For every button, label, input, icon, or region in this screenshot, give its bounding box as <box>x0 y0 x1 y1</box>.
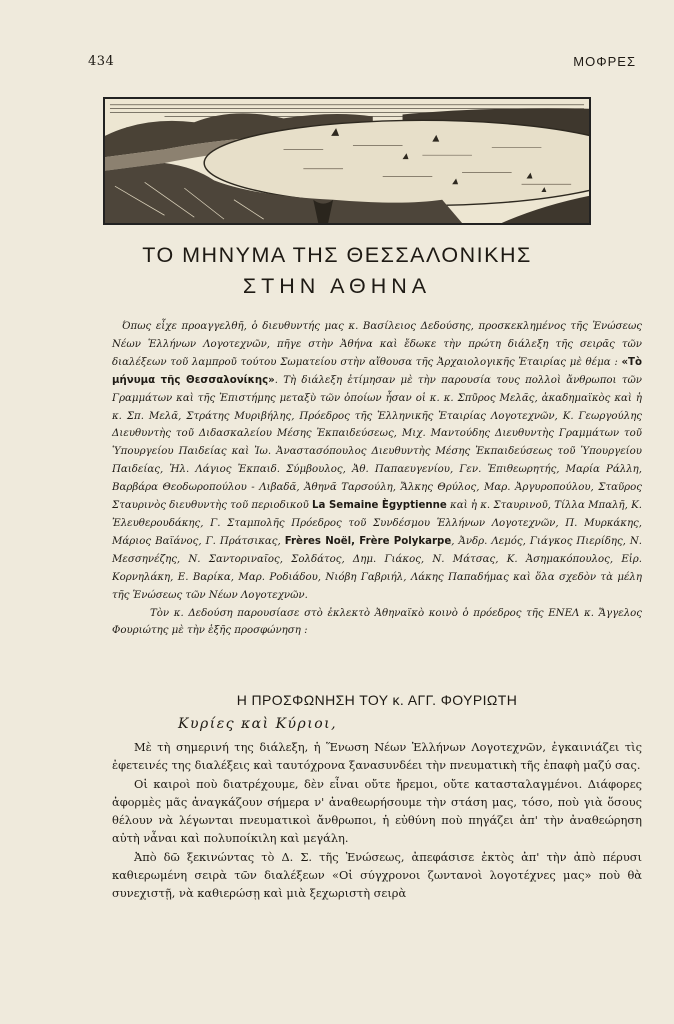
engraving-drawing <box>105 99 589 223</box>
freres-names: Frères Noël, Frère Polykarpe <box>284 535 452 547</box>
bay-landscape-engraving-icon <box>103 97 591 225</box>
address-salutation: Κυρίες καὶ Κύριοι, <box>178 716 338 732</box>
article-title-line-2: ΣΤΗΝ ΑΘΗΝΑ <box>242 274 432 298</box>
report-text-c: καὶ ἡ κ. Σταυρινοῦ, Τίλλα Μπαλῆ, Κ. Ἐλευθερουδάκης, Γ. Σταμπολῆς Πρόεδρος τοῦ Συνδέσμου Ἑλλήνων Λογοτεχνῶν, Π. Μυρκάκης, Μάριος Βαϊάνος, Γ. Πράτσικας, <box>112 500 642 547</box>
address-paragraph: Οἱ καιροὶ ποὺ διατρέχουμε, δὲν εἶναι οὔτε ἤρεμοι, οὔτε κατασταλαγμένοι. Διάφορες ἀφορμὲς μᾶς ἀναγκάζουν σήμερα ν' ἀναθεωρήσουμε τὴν στάση μας, τόσο, ποὺ γιὰ ὅσους θέλουν νὰ λέγωνται πνευματικοὶ ἄνθρωποι, ἡ εὐθύνη ποὺ πηγάζει ἀπ' τὴν ἀναθεώρηση αὐτὴ νἆναι καὶ πολυποίκιλη καὶ μεγάλη. <box>112 776 642 846</box>
report-text-a: Όπως εἶχε προαγγελθῆ, ὁ διευθυντής μας κ. Βασίλειος Δεδούσης, προσκεκλημένος τῆς Ἑνώσεως Νέων Ἑλλήνων Λογοτεχνῶν, πῆγε στὴν Ἀθήνα καὶ ἔδωκε τὴν πρώτη διάλεξη τῆς σειρᾶς τῶν διαλέξεων τοῦ λαμπροῦ τούτου Σωματείου στὴν αἴθουσα τῆς Ἀρχαιολογικῆς Ἑταιρίας μὲ θέμα : <box>112 321 642 368</box>
report-paragraph <box>112 318 642 605</box>
article-title-line-1: ΤΟ ΜΗΝΥΜΑ ΤΗΣ ΘΕΣΣΑΛΟΝΙΚΗΣ <box>142 243 532 267</box>
page-number: 434 <box>88 54 115 69</box>
page-header <box>88 54 636 74</box>
address-heading: Η ΠΡΟΣΦΩΝΗΣΗ ΤΟΥ κ. ΑΓΓ. ΦΟΥΡΙΩΤΗ <box>236 692 518 708</box>
address-paragraph: Ἀπὸ δῶ ξεκινώντας τὸ Δ. Σ. τῆς Ἑνώσεως, ἀπεφάσισε ἐκτὸς ἀπ' τὴν ἀπὸ πέρυσι καθιερωμένη σειρὰ τῶν διαλέξεων «Οἱ σύγχρονοι ζωντανοὶ λογοτέχνες μας» ποὺ θὰ συνεχιστῇ, νὰ καθιερώσῃ καὶ μιὰ ξεχωριστὴ σειρὰ <box>112 849 642 901</box>
lecture-theme: «Τὸ μήνυμα τῆς Θεσσαλονίκης» <box>112 356 642 386</box>
report-text-b: . Τὴ διάλεξη ἐτίμησαν μὲ τὴν παρουσία τους πολλοὶ ἄνθρωποι τῶν Γραμμάτων καὶ τῆς Ἐπιστήμης μεταξὺ τῶν ὁποίων ἦσαν οἱ κ. κ. Σπῦρος Μελᾶς, ἀκαδημαϊκὸς καὶ ἡ κ. Σπ. Μελᾶ, Στράτης Μυριβήλης, Πρόεδρος τῆς Ἑλληνικῆς Ἑταιρίας Λογοτεχνῶν, Κ. Γεωργούλης Διευθυντὴς τοῦ Διδασκαλείου Μέσης Ἐκπαιδεύσεως, Μιχ. Μαντούδης Διευθυντὴς Γραμμάτων τοῦ Ὑπουργείου Παιδείας καὶ Ἰω. Ἀναστασόπουλος Διευθυντὴς Μέσης Ἐκπαιδεύσεως τοῦ Ὑπουργείου Παιδείας, Ἠλ. Λάγιος Ἐκπαιδ. Σύμβουλος, Ἀθ. Παπαευγενίου, Γεν. Ἐπιθεωρητής, Μαρία Ράλλη, Βαρβάρα Θεοδωροπούλου - Λιβαδᾶ, Ἀθηνᾶ Ταρσούλη, Ἄλκης Θρύλος, Μαρ. Ἀργυροπούλου, Σταῦρος Σταυρινὸς διευθυντὴς τοῦ περιοδικοῦ <box>112 374 642 512</box>
running-title: ΜΟΦΡΕΣ <box>573 54 636 69</box>
journal-name: La Semaine Ègyptienne <box>312 500 447 512</box>
address-paragraph: Μὲ τὴ σημερινή της διάλεξη, ἡ Ἕνωση Νέων Ἑλλήνων Λογοτεχνῶν, ἐγκαινιάζει τὶς ἐφετεινές της διαλέξεις καὶ ταυτόχρονα ξανασυνδέει τὴν πνευματικὴ τῆς ἐπαφὴ μαζύ σας. <box>112 740 642 773</box>
report-text-d: , Ἀνδρ. Λεμός, Γιάγκος Πιερίδης, Ν. Μεσσηνέζης, Ν. Σαντοριναῖος, Σολδάτος, Δημ. Γιάκος, Ν. Μάτσας, Κ. Ἀσημακόπουλος, Εἰρ. Κορνηλάκη, Ε. Βαρίκα, Μαρ. Ροδιάδου, Νιόβη Γαβριήλ, Λάκης Παπαδήμας καὶ ὅλα σχεδὸν τὰ μέλη τῆς Ἑνώσεως τῶν Νέων Λογοτεχνῶν. <box>112 535 643 601</box>
introduction-paragraph: Τὸν κ. Δεδούση παρουσίασε στὸ ἐκλεκτὸ Ἀθηναϊκὸ κοινὸ ὁ πρόεδρος τῆς ΕΝΕΛ κ. Ἄγγελος Φουριώτης μὲ τὴν ἑξῆς προσφώνηση : <box>112 607 642 637</box>
address-body <box>112 738 642 903</box>
article-body <box>112 318 642 640</box>
